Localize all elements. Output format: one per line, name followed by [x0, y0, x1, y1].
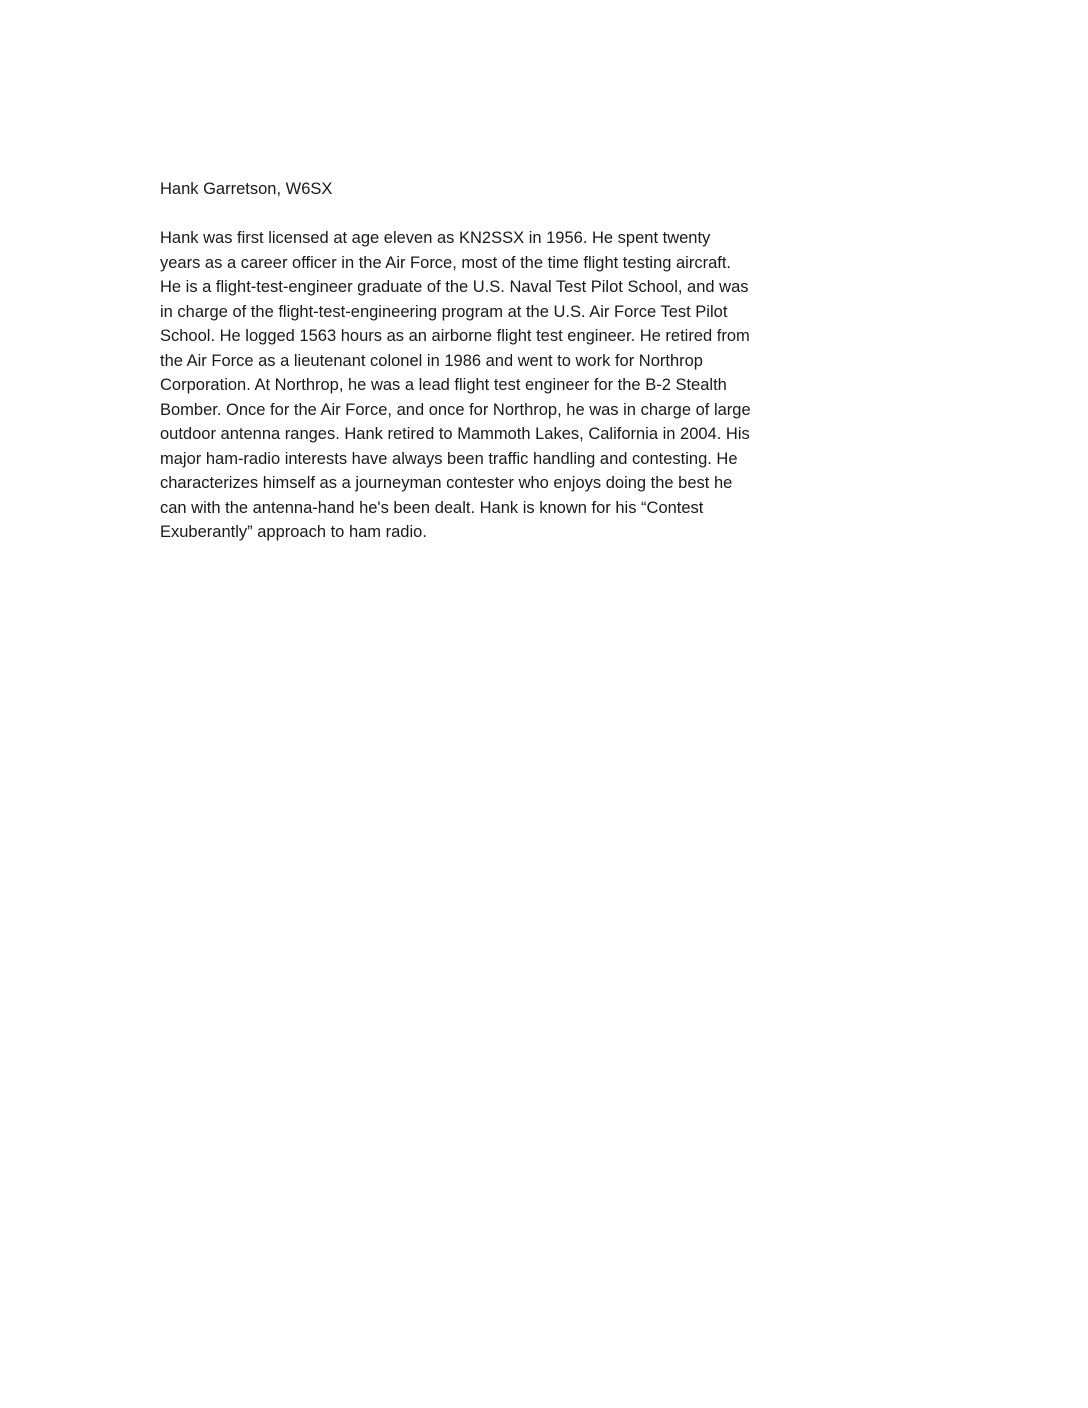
- text-line: major ham-radio interests have always been traffic handling and contesting. He: [160, 449, 738, 468]
- text-line: Hank was first licensed at age eleven as KN2SSX in 1956. He spent twenty: [160, 229, 711, 247]
- text-line: the Air Force as a lieutenant colonel in 1986 and went to work for Northrop: [160, 351, 703, 370]
- text-line: outdoor antenna ranges. Hank retired to Mammoth Lakes, California in 2004. His: [160, 425, 750, 443]
- text-line: Exuberantly” approach to ham radio.: [160, 523, 427, 541]
- text-line: He is a flight-test-engineer graduate of the U.S. Naval Test Pilot School, and was: [160, 278, 749, 296]
- text-line: Bomber. Once for the Air Force, and once for Northrop, he was in charge of large: [160, 400, 751, 419]
- text-line: in charge of the flight-test-engineering program at the U.S. Air Force Test Pilot: [160, 302, 728, 321]
- document-title: Hank Garretson, W6SX: [160, 180, 333, 198]
- text-block: [160, 177, 960, 545]
- text-line: can with the antenna-hand he's been dealt. Hank is known for his “Contest: [160, 498, 704, 517]
- text-line: characterizes himself as a journeyman contester who enjoys doing the best he: [160, 474, 733, 492]
- text-line: years as a career officer in the Air Force, most of the time flight testing aircraft.: [160, 253, 732, 272]
- blank-line: [160, 202, 960, 227]
- text-line: Corporation. At Northrop, he was a lead flight test engineer for the B-2 Stealth: [160, 376, 727, 394]
- document-paragraph: [160, 226, 960, 545]
- text-line: School. He logged 1563 hours as an airborne flight test engineer. He retired from: [160, 327, 750, 345]
